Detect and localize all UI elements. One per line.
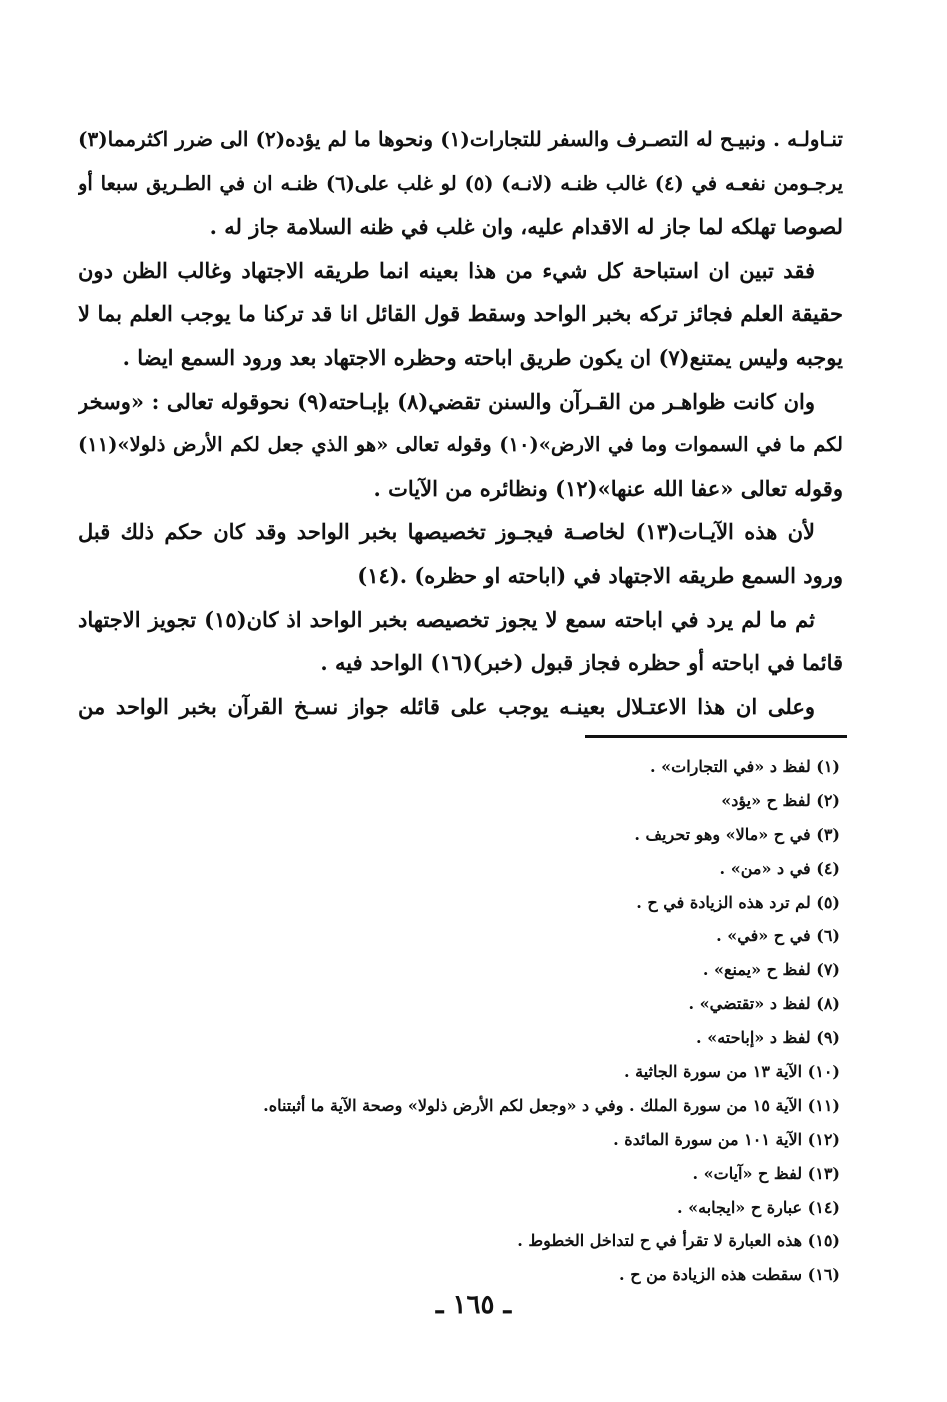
text-line: وعلى ان هذا الاعتـلال بعينـه يوجب على قائله جواز نسـخ القرآن بخبر الواحد من (78, 693, 815, 719)
footnote: (٥) لم ترد هذه الزيادة في ح . (636, 892, 840, 912)
footnote: (١٠) الآية ١٣ من سورة الجاثية . (623, 1062, 840, 1082)
footnote: (٣) في ح «مالا» وهو تحريف . (634, 824, 840, 844)
text-line: لكم ما في السموات وما في الارض»(١٠) وقوله تعالى «هو الذي جعل لكم الأرض ذلولا»(١١) (78, 433, 843, 457)
text-line: لصوصا تهلكه لما جاز له الاقدام عليه، وان غلب في ظنه السلامة جاز له . (209, 214, 843, 240)
text-line: يرجـومن نفعـه في (٤) غالب ظنـه (لانـه) (٥) لو غلب على(٦) ظنـه ان في الطـريق سبعا أو (78, 171, 843, 195)
footnote: (١٣) لفظ ح «آيات» . (692, 1163, 840, 1183)
footnote: (١٢) الآية ١٠١ من سورة المائدة . (613, 1129, 840, 1149)
text-line: تنـاولـه . ونبيـح له التصـرف والسفر للتجارات(١) ونحوها ما لم يؤده(٢) الى ضرر اكثرمما(٣) (78, 127, 843, 151)
footnote: (١٥) هذه العبارة لا تقرأ في ح لتداخل الخطوط . (517, 1231, 840, 1251)
footnote: (١) لفظ د «في التجارات» . (649, 757, 840, 776)
page-number: ـ ١٦٥ ـ (435, 1290, 512, 1320)
text-line: فقد تبين ان استباحة كل شيء من هذا بعينه انما طريقه الاجتهاد وغالب الظن دون (78, 257, 815, 283)
footnotes-list (120, 750, 840, 1292)
text-line: قائما في اباحته أو حظره فجاز قبول (خبر)(١٦) الواحد فيه . (320, 650, 843, 676)
footnote: (٦) في ح «في» . (716, 926, 840, 946)
text-line: ثم ما لم يرد في اباحته سمع لا يجوز تخصيصه بخبر الواحد اذ كان(١٥) تجويز الاجتهاد (78, 606, 815, 632)
footnote: (٧) لفظ ح «يمنع» . (702, 960, 840, 980)
footnote-separator (585, 735, 847, 738)
footnote: (١٦) سقطت هذه الزيادة من ح . (619, 1265, 840, 1285)
text-line: حقيقة العلم فجائز تركه بخبر الواحد وسقط قول القائل انا قد تركنا ما يوجب العلم بما لا (78, 301, 843, 327)
text-line: يوجبه وليس يمتنع(٧) ان يكون طريق اباحته وحظره الاجتهاد بعد ورود السمع ايضا . (122, 344, 843, 370)
footnote: (١١) الآية ١٥ من سورة الملك . وفي د «وجعل لكم الأرض ذلولا» وصحة الآية ما أثبتناه. (263, 1095, 840, 1115)
main-text (78, 118, 843, 728)
footnote: (٩) لفظ د «إباحته» . (696, 1028, 840, 1048)
text-line: ورود السمع طريقه الاجتهاد في (اباحته او حظره) .(١٤) (357, 562, 843, 588)
text-line: وقوله تعالى «عفا الله عنها»(١٢) ونظائره من الآيات . (373, 475, 843, 501)
text-line: لأن هذه الآيـات(١٣) لخاصـة فيجـوز تخصيصها بخبر الواحد وقد كان حكم ذلك قبل (78, 519, 815, 545)
footnote: (١٤) عبارة ح «ايجابه» . (676, 1197, 840, 1217)
text-line: وان كانت ظواهـر من القـرآن والسنن تقضي(٨) بإبـاحته(٩) نحوقوله تعالى : «وسخر (78, 388, 815, 414)
footnote: (٤) في د «من» . (719, 858, 840, 878)
footnote: (٨) لفظ د «تقتضي» . (688, 994, 840, 1014)
footnote: (٢) لفظ ح «يؤد» (721, 790, 840, 810)
